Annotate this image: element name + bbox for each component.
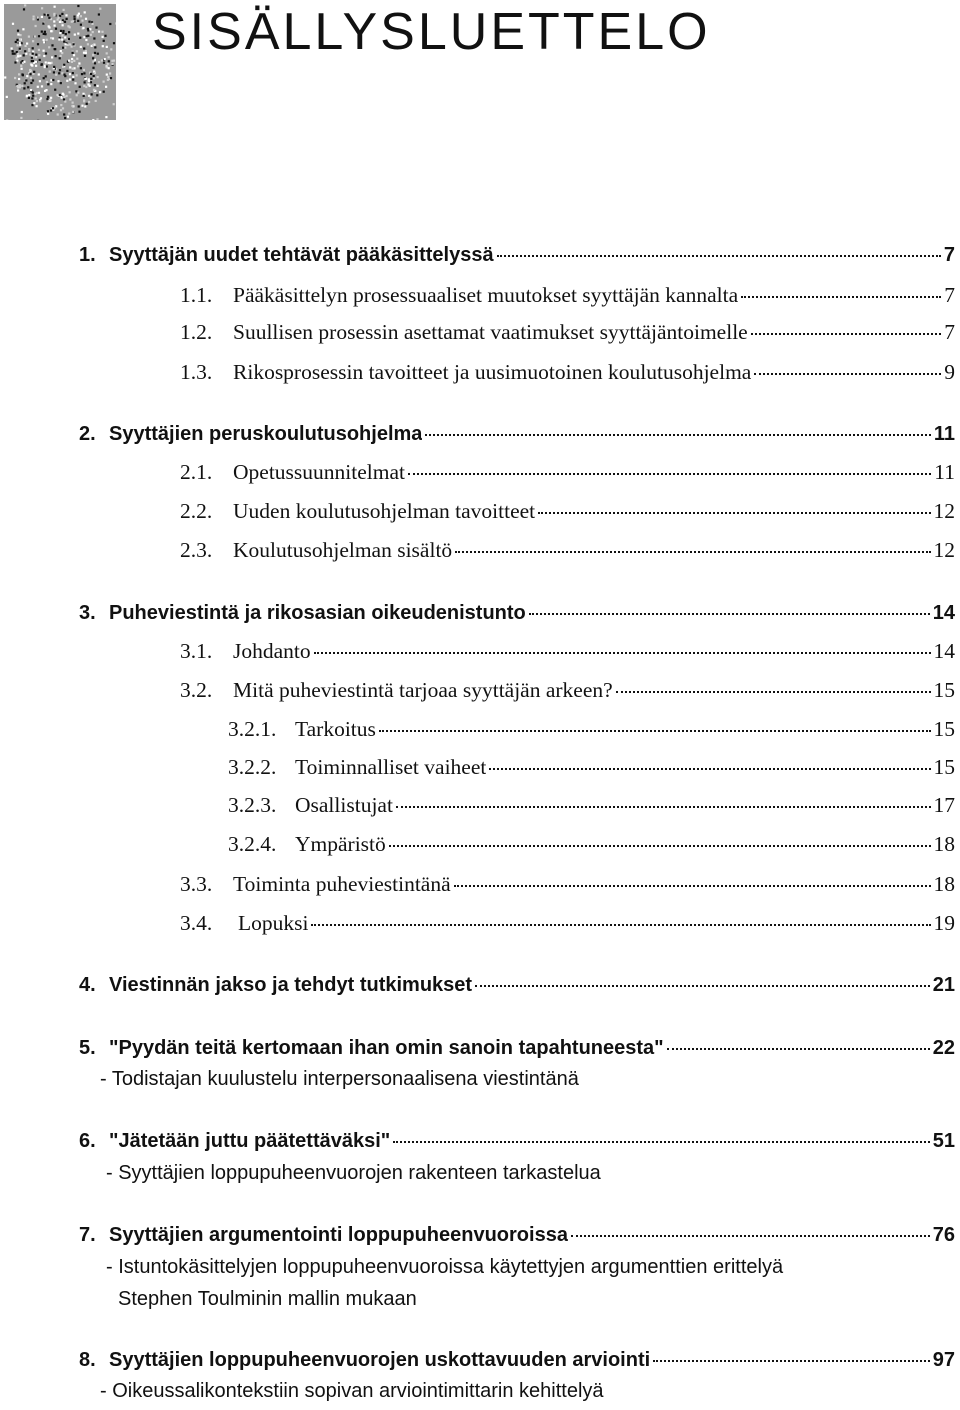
toc-label: Tarkoitus (295, 717, 376, 741)
toc-page-number: 76 (932, 1224, 955, 1246)
toc-entry-3[interactable] (79, 602, 955, 625)
toc-page-number: 51 (932, 1130, 955, 1152)
toc-number: 7. (79, 1224, 96, 1246)
toc-label: "Pyydän teitä kertomaan ihan omin sanoin tapahtuneesta" (109, 1037, 664, 1059)
toc-label: Opetussuunnitelmat (233, 460, 405, 484)
toc-page-number: 97 (932, 1349, 955, 1371)
toc-entry-2-1[interactable] (180, 460, 955, 485)
toc-subtitle: - Istuntokäsittelyjen loppupuheenvuoroissa käytettyjen argumenttien erittelyä (106, 1256, 784, 1278)
dot-leader (455, 551, 930, 553)
toc-label: Suullisen prosessin asettamat vaatimukset syyttäjäntoimelle (233, 320, 748, 344)
toc-entry-1-2[interactable] (180, 320, 955, 345)
dot-leader (379, 730, 931, 732)
toc-page-number: 14 (933, 639, 955, 663)
toc-page-number: 22 (932, 1037, 955, 1059)
toc-label: Syyttäjien argumentointi loppupuheenvuoroissa (109, 1224, 568, 1246)
dot-leader (489, 768, 930, 770)
dot-leader (741, 296, 941, 298)
toc-number: 1.3. (180, 360, 213, 384)
toc-label: Syyttäjien loppupuheenvuorojen uskottavuuden arviointi (109, 1349, 651, 1371)
toc-label: Lopuksi (238, 911, 309, 935)
toc-page-number: 12 (933, 499, 955, 523)
toc-number: 2. (79, 423, 96, 445)
toc-number: 8. (79, 1349, 96, 1371)
dot-leader (538, 512, 930, 514)
toc-label: Mitä puheviestintä tarjoaa syyttäjän arkeen? (233, 678, 613, 702)
toc-number: 6. (79, 1130, 96, 1152)
toc-subtitle: - Syyttäjien loppupuheenvuorojen rakenteen tarkastelua (106, 1162, 601, 1184)
toc-entry-3-2-2[interactable] (228, 755, 955, 780)
toc-page-number: 17 (933, 793, 955, 817)
toc-entry-5[interactable] (79, 1037, 955, 1060)
toc-subtitle: Stephen Toulminin mallin mukaan (118, 1288, 417, 1310)
toc-number: 1.2. (180, 320, 213, 344)
toc-entry-3-3[interactable] (180, 872, 955, 897)
toc-label: Uuden koulutusohjelman tavoitteet (233, 499, 536, 523)
toc-entry-1[interactable] (79, 244, 955, 267)
toc-page-number: 18 (933, 872, 955, 896)
dot-leader (667, 1048, 930, 1050)
toc-page-number: 9 (944, 360, 955, 384)
toc-page-number: 12 (933, 538, 955, 562)
toc-entry-1-3[interactable] (180, 360, 955, 385)
toc-label: Johdanto (233, 639, 311, 663)
toc-subtitle: - Oikeussalikontekstiin sopivan arviointimittarin kehittelyä (100, 1380, 604, 1402)
toc-number: 1.1. (180, 283, 213, 307)
toc-label: "Jätetään juttu päätettäväksi" (109, 1130, 391, 1152)
toc-page-number: 11 (934, 460, 955, 484)
toc-page-number: 19 (933, 911, 955, 935)
dot-leader (571, 1235, 930, 1237)
toc-entry-3-1[interactable] (180, 639, 955, 664)
toc-label: Ympäristö (295, 832, 386, 856)
dot-leader (408, 473, 931, 475)
toc-label: Puheviestintä ja rikosasian oikeudenistunto (109, 602, 526, 624)
dot-leader (314, 652, 931, 654)
toc-entry-6[interactable] (79, 1130, 955, 1153)
toc-label: Koulutusohjelman sisältö (233, 538, 453, 562)
toc-number: 2.2. (180, 499, 213, 523)
toc-page-number: 14 (932, 602, 955, 624)
toc-label: Rikosprosessin tavoitteet ja uusimuotoinen koulutusohjelma (233, 360, 752, 384)
toc-label: Osallistujat (295, 793, 393, 817)
toc-number: 3.2.2. (228, 755, 277, 779)
toc-number: 5. (79, 1037, 96, 1059)
toc-number: 3.2.1. (228, 717, 277, 741)
toc-entry-4[interactable] (79, 974, 955, 997)
toc-subtitle: - Todistajan kuulustelu interpersonaalisena viestintänä (100, 1068, 579, 1090)
toc-entry-1-1[interactable] (180, 283, 955, 308)
dot-leader (475, 985, 930, 987)
toc-entry-3-2[interactable] (180, 678, 955, 703)
dot-leader (751, 333, 942, 335)
toc-page-number: 21 (932, 974, 955, 996)
toc-label: Toiminta puheviestintänä (233, 872, 451, 896)
toc-number: 2.1. (180, 460, 213, 484)
dot-leader (454, 885, 931, 887)
toc-number: 2.3. (180, 538, 213, 562)
toc-number: 3.2. (180, 678, 213, 702)
toc-page-number: 7 (944, 283, 955, 307)
toc-number: 3.3. (180, 872, 213, 896)
toc-page-number: 15 (933, 678, 955, 702)
dot-leader (754, 373, 941, 375)
dot-leader (616, 691, 931, 693)
toc-number: 3.2.3. (228, 793, 277, 817)
toc-entry-8[interactable] (79, 1349, 955, 1372)
page-title: SISÄLLYSLUETTELO (152, 3, 711, 61)
dot-leader (311, 924, 930, 926)
toc-label: Syyttäjän uudet tehtävät pääkäsittelyssä (109, 244, 494, 266)
toc-number: 3.2.4. (228, 832, 277, 856)
toc-number: 1. (79, 244, 96, 266)
toc-number: 4. (79, 974, 96, 996)
toc-page-number: 7 (944, 320, 955, 344)
toc-label: Pääkäsittelyn prosessuaaliset muutokset syyttäjän kannalta (233, 283, 739, 307)
toc-label: Viestinnän jakso ja tehdyt tutkimukset (109, 974, 473, 996)
toc-page-number: 7 (943, 244, 955, 266)
toc-entry-2[interactable] (79, 423, 955, 446)
toc-number: 3.4. (180, 911, 213, 935)
toc-entry-2-3[interactable] (180, 538, 955, 563)
toc-entry-3-4[interactable] (180, 911, 955, 936)
toc-page-number: 18 (933, 832, 955, 856)
dot-leader (497, 255, 941, 257)
toc-entry-3-2-3[interactable] (228, 793, 955, 818)
toc-label: Syyttäjien peruskoulutusohjelma (109, 423, 423, 445)
dot-leader (396, 806, 931, 808)
toc-entry-2-2[interactable] (180, 499, 955, 524)
toc-entry-3-2-4[interactable] (228, 832, 955, 857)
toc-page-number: 15 (933, 755, 955, 779)
toc-entry-7[interactable] (79, 1224, 955, 1247)
dot-leader (529, 613, 930, 615)
dot-leader (653, 1360, 930, 1362)
dot-leader (393, 1141, 929, 1143)
toc-label: Toiminnalliset vaiheet (295, 755, 487, 779)
dot-leader (389, 845, 931, 847)
toc-page-number: 11 (933, 423, 955, 445)
toc-page-number: 15 (933, 717, 955, 741)
dot-leader (425, 434, 930, 436)
toc-number: 3.1. (180, 639, 213, 663)
toc-number: 3. (79, 602, 96, 624)
toc-entry-3-2-1[interactable] (228, 717, 955, 742)
